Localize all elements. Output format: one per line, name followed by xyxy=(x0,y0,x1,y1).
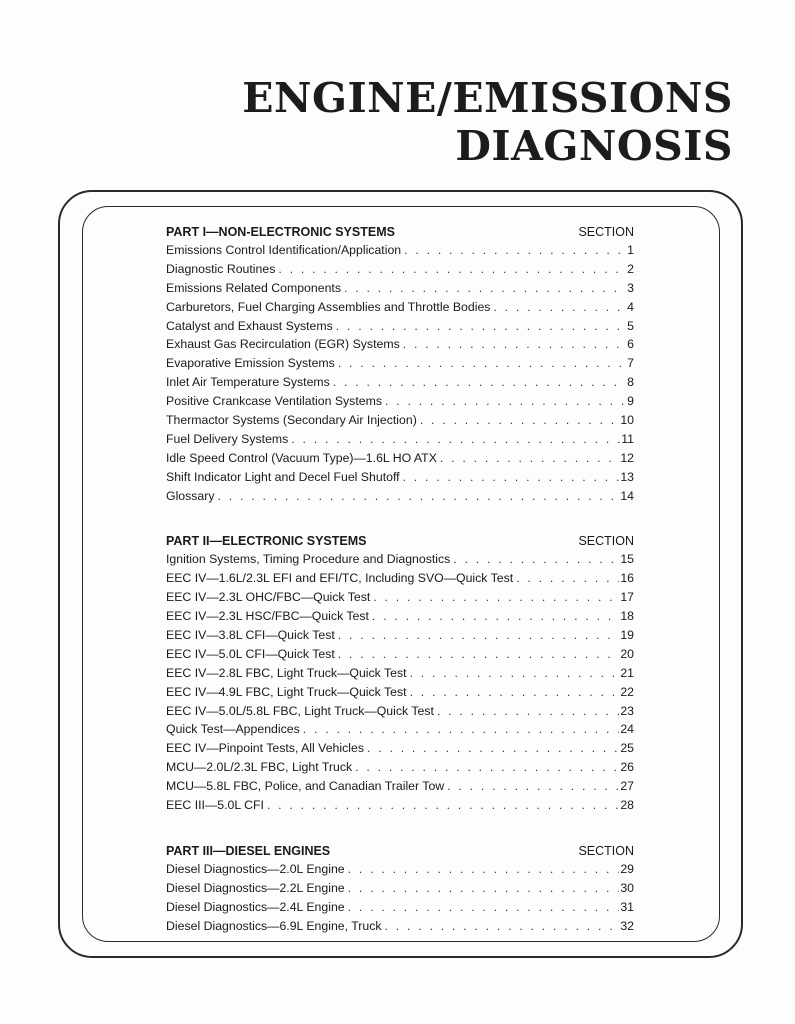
toc-entry xyxy=(166,487,634,506)
toc-entry xyxy=(166,449,634,468)
toc-entry-section-number: 15 xyxy=(620,552,634,567)
toc-entry-title: Diagnostic Routines xyxy=(166,261,276,276)
toc-entry xyxy=(166,683,634,702)
dot-leader xyxy=(437,702,619,721)
dot-leader xyxy=(367,739,619,758)
toc-entry-title: Exhaust Gas Recirculation (EGR) Systems xyxy=(166,337,400,352)
toc-entry-title: Idle Speed Control (Vacuum Type)—1.6L HO ATX xyxy=(166,450,437,465)
toc-entry-title: Emissions Control Identification/Application xyxy=(166,243,402,257)
part-heading: PART III—DIESEL ENGINES xyxy=(166,843,331,858)
toc-entry-section-number: 4 xyxy=(627,299,634,314)
toc-entry-section-number: 7 xyxy=(627,356,634,371)
toc-entry xyxy=(166,279,634,298)
toc-entry xyxy=(166,468,634,487)
toc-entry-section-number: 6 xyxy=(627,337,634,352)
dot-leader xyxy=(355,758,619,777)
toc-entry-section-number: 10 xyxy=(620,413,634,428)
section-column-label: SECTION xyxy=(578,843,634,858)
toc-entry-title: Quick Test—Appendices xyxy=(166,722,300,737)
toc-entry-section-number: 22 xyxy=(620,684,634,699)
toc-entry-section-number: 26 xyxy=(620,760,634,775)
toc-entry xyxy=(166,607,634,626)
title-line-1: ENGINE/EMISSIONS xyxy=(242,74,733,122)
toc-entry xyxy=(166,777,634,796)
part-heading-row xyxy=(166,223,634,241)
part-heading-row xyxy=(166,532,634,550)
toc-entry xyxy=(166,739,634,758)
dot-leader xyxy=(291,430,620,449)
toc-entry xyxy=(166,241,634,260)
dot-leader xyxy=(348,879,620,898)
dot-leader xyxy=(403,468,620,487)
dot-leader xyxy=(453,550,619,569)
dot-leader xyxy=(403,335,626,354)
toc-entry-title: Inlet Air Temperature Systems xyxy=(166,375,330,390)
toc-entry xyxy=(166,898,634,917)
toc-entry-title: Diesel Diagnostics—6.9L Engine, Truck xyxy=(166,918,382,933)
toc-entry-title: Evaporative Emission Systems xyxy=(166,356,335,371)
toc-entry xyxy=(166,373,634,392)
dot-leader xyxy=(338,645,620,664)
dot-leader xyxy=(516,569,619,588)
dot-leader xyxy=(267,796,619,815)
dot-leader xyxy=(338,354,626,373)
toc-entry-section-number: 18 xyxy=(620,609,634,624)
toc-entry xyxy=(166,720,634,739)
table-of-contents xyxy=(166,223,634,963)
toc-entry-title: EEC IV—Pinpoint Tests, All Vehicles xyxy=(166,741,364,756)
toc-entry-title: EEC IV—2.3L HSC/FBC—Quick Test xyxy=(166,609,369,624)
toc-entry-section-number: 30 xyxy=(620,880,634,895)
dot-leader xyxy=(218,487,620,506)
part-heading-row xyxy=(166,842,634,860)
toc-entry-title: MCU—5.8L FBC, Police, and Canadian Trailer Tow xyxy=(166,779,445,794)
toc-entry-title: Shift Indicator Light and Decel Fuel Shutoff xyxy=(166,469,400,484)
part-heading: PART I—NON-ELECTRONIC SYSTEMS xyxy=(166,225,395,239)
toc-entry xyxy=(166,411,634,430)
dot-leader xyxy=(385,917,620,936)
toc-entry xyxy=(166,879,634,898)
toc-entry-section-number: 32 xyxy=(620,918,634,933)
toc-entry xyxy=(166,588,634,607)
toc-entry-section-number: 17 xyxy=(620,590,634,605)
title-line-2: DIAGNOSIS xyxy=(455,122,733,170)
dot-leader xyxy=(372,607,619,626)
dot-leader xyxy=(333,373,626,392)
toc-entry xyxy=(166,317,634,336)
toc-entry-title: Positive Crankcase Ventilation Systems xyxy=(166,394,382,409)
toc-entry-section-number: 5 xyxy=(627,318,634,333)
toc-entry-section-number: 23 xyxy=(620,703,634,718)
toc-entry-section-number: 19 xyxy=(620,628,634,643)
dot-leader xyxy=(348,860,620,879)
toc-entry-title: Diesel Diagnostics—2.4L Engine xyxy=(166,899,345,914)
dot-leader xyxy=(385,392,626,411)
toc-entry xyxy=(166,430,634,449)
toc-entry-title: EEC IV—2.8L FBC, Light Truck—Quick Test xyxy=(166,665,407,680)
toc-entry-title: Ignition Systems, Timing Procedure and Diagnostics xyxy=(166,552,451,567)
toc-entry-section-number: 2 xyxy=(627,261,634,276)
toc-entry-title: EEC IV—5.0L CFI—Quick Test xyxy=(166,646,335,661)
toc-entry-section-number: 31 xyxy=(620,899,634,914)
toc-entry-section-number: 16 xyxy=(620,571,634,586)
toc-entry-section-number: 3 xyxy=(627,280,634,295)
toc-entry xyxy=(166,354,634,373)
toc-entry-title: Thermactor Systems (Secondary Air Injection) xyxy=(166,413,417,428)
dot-leader xyxy=(344,279,626,298)
toc-entry-title: Fuel Delivery Systems xyxy=(166,431,289,446)
dot-leader xyxy=(278,260,626,279)
dot-leader xyxy=(336,317,626,336)
toc-entry xyxy=(166,392,634,411)
dot-leader xyxy=(410,664,620,683)
toc-entry xyxy=(166,260,634,279)
toc-entry-title: EEC IV—5.0L/5.8L FBC, Light Truck—Quick Test xyxy=(166,703,434,718)
toc-entry-title: Diesel Diagnostics—2.2L Engine xyxy=(166,880,345,895)
toc-entry-title: EEC IV—3.8L CFI—Quick Test xyxy=(166,628,335,643)
toc-entry-section-number: 11 xyxy=(621,431,634,446)
toc-entry xyxy=(166,626,634,645)
toc-entry-title: Carburetors, Fuel Charging Assemblies and Throttle Bodies xyxy=(166,299,491,314)
toc-entry-section-number: 12 xyxy=(620,450,634,465)
toc-entry-title: MCU—2.0L/2.3L FBC, Light Truck xyxy=(166,760,353,775)
section-column-label: SECTION xyxy=(578,225,634,239)
toc-entry-title: Glossary xyxy=(166,488,215,503)
toc-entry-section-number: 25 xyxy=(620,741,634,756)
toc-entry-section-number: 21 xyxy=(620,665,634,680)
toc-entry-title: EEC IV—4.9L FBC, Light Truck—Quick Test xyxy=(166,684,407,699)
dot-leader xyxy=(338,626,620,645)
toc-entry xyxy=(166,796,634,815)
toc-entry-section-number: 24 xyxy=(620,722,634,737)
toc-entry xyxy=(166,335,634,354)
part-heading: PART II—ELECTRONIC SYSTEMS xyxy=(166,534,367,549)
toc-entry xyxy=(166,645,634,664)
toc-entry-title: EEC IV—1.6L/2.3L EFI and EFI/TC, Including SVO—Quick Test xyxy=(166,571,514,586)
toc-part-2 xyxy=(166,532,634,814)
toc-entry xyxy=(166,702,634,721)
toc-entry-section-number: 29 xyxy=(620,861,634,876)
toc-part-1 xyxy=(166,223,634,505)
dot-leader xyxy=(404,241,626,260)
dot-leader xyxy=(420,411,620,430)
section-column-label: SECTION xyxy=(578,534,634,549)
toc-entry xyxy=(166,664,634,683)
dot-leader xyxy=(373,588,619,607)
dot-leader xyxy=(493,298,626,317)
toc-entry-section-number: 9 xyxy=(627,394,634,409)
toc-entry-section-number: 28 xyxy=(620,798,634,813)
toc-entry-section-number: 27 xyxy=(620,779,634,794)
toc-entry xyxy=(166,550,634,569)
toc-part-3 xyxy=(166,842,634,936)
dot-leader xyxy=(303,720,620,739)
toc-entry xyxy=(166,758,634,777)
toc-entry-section-number: 8 xyxy=(627,375,634,390)
dot-leader xyxy=(440,449,619,468)
toc-entry-section-number: 1 xyxy=(627,243,634,257)
toc-entry-title: Emissions Related Components xyxy=(166,280,341,295)
toc-entry xyxy=(166,917,634,936)
dot-leader xyxy=(410,683,620,702)
toc-entry-title: Diesel Diagnostics—2.0L Engine xyxy=(166,861,345,876)
dot-leader xyxy=(447,777,619,796)
toc-entry-title: EEC III—5.0L CFI xyxy=(166,798,264,813)
toc-entry-section-number: 13 xyxy=(620,469,634,484)
page-title xyxy=(242,74,733,170)
dot-leader xyxy=(348,898,620,917)
toc-entry xyxy=(166,298,634,317)
toc-entry-title: EEC IV—2.3L OHC/FBC—Quick Test xyxy=(166,590,371,605)
toc-entry-section-number: 14 xyxy=(620,488,634,503)
toc-entry xyxy=(166,569,634,588)
toc-entry-section-number: 20 xyxy=(620,646,634,661)
toc-entry-title: Catalyst and Exhaust Systems xyxy=(166,318,333,333)
toc-entry xyxy=(166,860,634,879)
